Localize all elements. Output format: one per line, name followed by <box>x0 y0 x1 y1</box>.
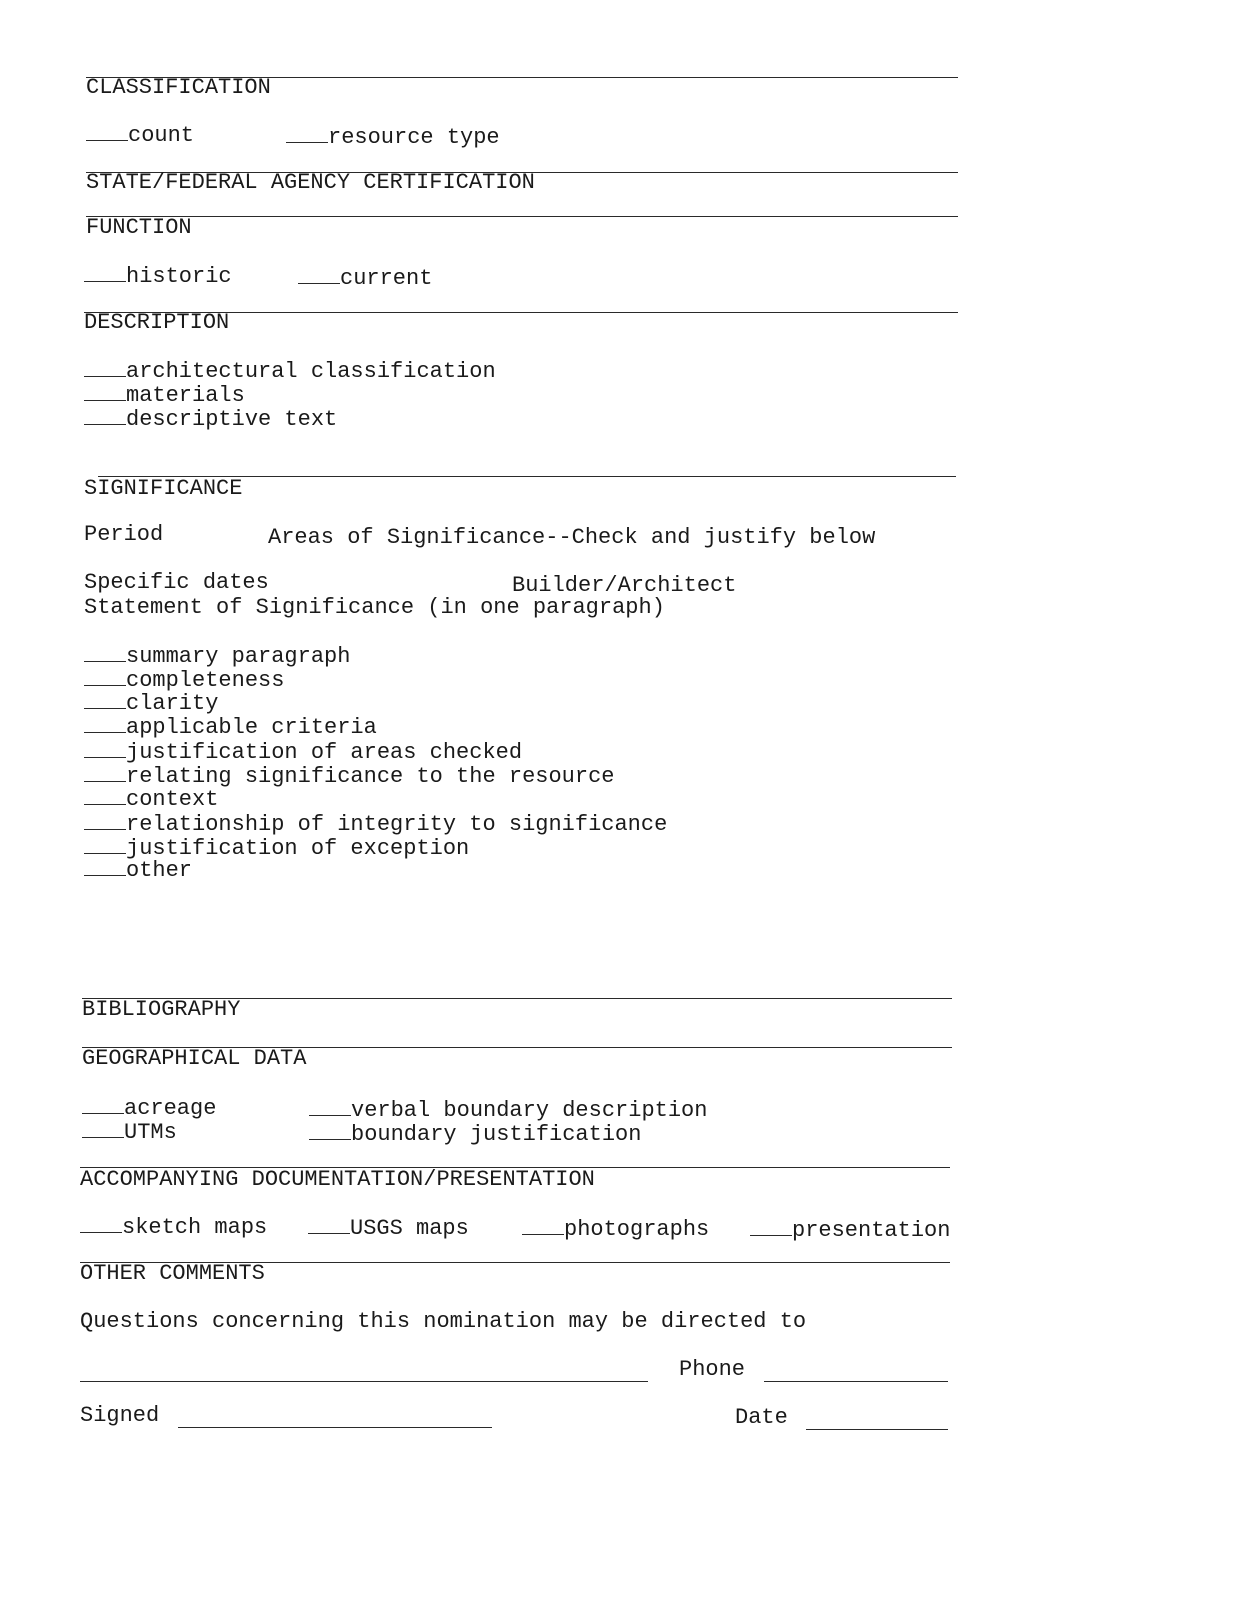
date-label: Date <box>735 1405 788 1430</box>
checklist-item[interactable]: descriptive text <box>84 406 337 432</box>
checklist-item[interactable]: summary paragraph <box>84 643 350 669</box>
phone-line[interactable] <box>764 1381 948 1382</box>
divider <box>86 216 958 217</box>
checklist-item[interactable]: relating significance to the resource <box>84 763 614 789</box>
check-blank[interactable] <box>309 1097 351 1116</box>
specific-dates-label: Specific dates <box>84 570 269 595</box>
check-blank[interactable] <box>82 1119 124 1138</box>
statement-label: Statement of Significance (in one paragraph) <box>84 595 665 620</box>
period-label: Period <box>84 522 164 547</box>
checklist-item[interactable]: sketch maps <box>80 1214 267 1240</box>
checklist-item[interactable]: photographs <box>522 1216 709 1242</box>
check-blank[interactable] <box>84 763 126 782</box>
check-blank[interactable] <box>84 811 126 830</box>
checklist-item[interactable]: completeness <box>84 667 284 693</box>
description-heading: DESCRIPTION <box>84 310 230 335</box>
checklist-item[interactable]: UTMs <box>82 1119 177 1145</box>
checklist-item[interactable]: presentation <box>750 1217 950 1243</box>
check-blank[interactable] <box>309 1121 351 1140</box>
checklist-item[interactable]: current <box>298 265 432 291</box>
checklist-item[interactable]: boundary justification <box>309 1121 641 1147</box>
check-blank[interactable] <box>750 1217 792 1236</box>
check-blank[interactable] <box>84 667 126 686</box>
checklist-item[interactable]: verbal boundary description <box>309 1097 707 1123</box>
geographical-heading: GEOGRAPHICAL DATA <box>82 1046 307 1071</box>
bibliography-heading: BIBLIOGRAPHY <box>82 997 241 1022</box>
checklist-item[interactable]: count <box>86 122 194 148</box>
questions-text: Questions concerning this nomination may be directed to <box>80 1309 807 1334</box>
checklist-item[interactable]: other <box>84 857 192 883</box>
classification-heading: CLASSIFICATION <box>86 75 271 100</box>
check-blank[interactable] <box>84 643 126 662</box>
checklist-item[interactable]: relationship of integrity to significance <box>84 811 667 837</box>
check-blank[interactable] <box>84 406 126 425</box>
check-blank[interactable] <box>80 1214 122 1233</box>
checklist-item[interactable]: historic <box>84 263 232 289</box>
date-line[interactable] <box>806 1429 948 1430</box>
checklist-item[interactable]: resource type <box>286 124 500 150</box>
checklist-item[interactable]: materials <box>84 382 245 408</box>
check-blank[interactable] <box>84 714 126 733</box>
checklist-item[interactable]: architectural classification <box>84 358 496 384</box>
check-blank[interactable] <box>86 122 128 141</box>
check-blank[interactable] <box>84 835 126 854</box>
checklist-item[interactable]: USGS maps <box>308 1215 469 1241</box>
contact-name-line[interactable] <box>80 1381 648 1382</box>
checklist-item[interactable]: clarity <box>84 690 218 716</box>
checklist-item[interactable]: acreage <box>82 1095 216 1121</box>
check-blank[interactable] <box>84 358 126 377</box>
check-blank[interactable] <box>84 690 126 709</box>
check-blank[interactable] <box>286 124 328 143</box>
check-blank[interactable] <box>298 265 340 284</box>
signature-line[interactable] <box>178 1427 492 1428</box>
signed-label: Signed <box>80 1403 160 1428</box>
check-blank[interactable] <box>84 739 126 758</box>
areas-label: Areas of Significance--Check and justify below <box>268 525 876 550</box>
builder-architect-label: Builder/Architect <box>512 573 737 598</box>
certification-heading: STATE/FEDERAL AGENCY CERTIFICATION <box>86 170 535 195</box>
check-blank[interactable] <box>84 786 126 805</box>
check-blank[interactable] <box>84 382 126 401</box>
check-blank[interactable] <box>84 857 126 876</box>
check-blank[interactable] <box>522 1216 564 1235</box>
checklist-item[interactable]: context <box>84 786 218 812</box>
documentation-heading: ACCOMPANYING DOCUMENTATION/PRESENTATION <box>80 1167 595 1192</box>
significance-heading: SIGNIFICANCE <box>84 476 243 501</box>
checklist-item[interactable]: applicable criteria <box>84 714 377 740</box>
checklist-item[interactable]: justification of exception <box>84 835 469 861</box>
phone-label: Phone <box>679 1357 746 1382</box>
check-blank[interactable] <box>84 263 126 282</box>
comments-heading: OTHER COMMENTS <box>80 1261 265 1286</box>
check-blank[interactable] <box>308 1215 350 1234</box>
check-blank[interactable] <box>82 1095 124 1114</box>
function-heading: FUNCTION <box>86 215 192 240</box>
checklist-item[interactable]: justification of areas checked <box>84 739 522 765</box>
